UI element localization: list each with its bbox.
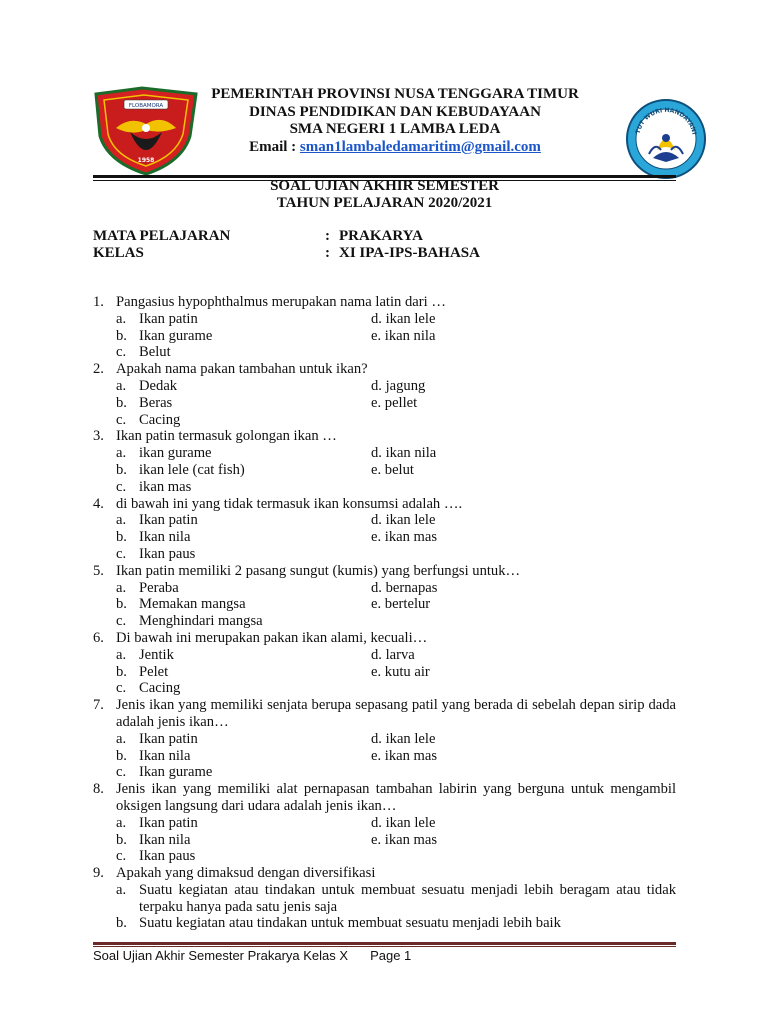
option-text: Ikan patin — [139, 512, 198, 529]
option-row — [116, 529, 676, 546]
question-text: Ikan patin termasuk golongan ikan … — [116, 428, 337, 445]
option-row — [116, 311, 676, 328]
option-right: e. bertelur — [371, 596, 431, 613]
exam-title — [93, 178, 676, 212]
option-left — [116, 311, 371, 328]
option-row — [116, 412, 676, 429]
question-stem — [93, 781, 676, 815]
option-left — [116, 462, 371, 479]
option-letter: b. — [116, 915, 127, 932]
question-stem — [93, 294, 676, 311]
option-letter: a. — [116, 445, 127, 462]
option-letter: b. — [116, 663, 127, 680]
option-row — [116, 764, 676, 781]
option-left — [116, 395, 371, 412]
option-letter: b. — [116, 596, 127, 613]
question-item — [93, 865, 676, 932]
option-letter: a. — [116, 814, 127, 831]
answer-options — [116, 378, 676, 428]
option-letter: b. — [116, 747, 127, 764]
answer-options — [116, 580, 676, 630]
option-left — [116, 647, 371, 664]
option-row — [116, 832, 676, 849]
option-row — [116, 445, 676, 462]
option-left — [116, 445, 371, 462]
question-stem — [93, 697, 676, 731]
question-text: Di bawah ini merupakan pakan ikan alami, kecuali… — [116, 629, 428, 646]
answer-options — [116, 647, 676, 697]
option-letter: c. — [116, 411, 127, 428]
question-number: 4. — [93, 495, 104, 512]
option-letter: a. — [116, 512, 127, 529]
option-left — [116, 613, 371, 630]
option-left — [116, 328, 371, 345]
option-right: d. bernapas — [371, 579, 438, 596]
option-row — [116, 647, 676, 664]
option-left — [116, 479, 371, 496]
option-right: e. belut — [371, 461, 414, 478]
emblem-banner-text: FLOBAMORA — [128, 103, 164, 109]
answer-options — [116, 731, 676, 781]
page-footer — [93, 948, 411, 964]
option-letter: b. — [116, 327, 127, 344]
option-right: d. ikan lele — [371, 730, 436, 747]
option-text: Suatu kegiatan atau tindakan untuk membuat sesuatu menjadi lebih baik — [139, 915, 561, 932]
option-left — [116, 764, 371, 781]
option-text: Ikan gurame — [139, 327, 213, 344]
meta-label: KELAS — [93, 245, 144, 261]
option-letter: c. — [116, 478, 127, 495]
question-item — [93, 294, 676, 361]
option-letter: b. — [116, 394, 127, 411]
question-number: 7. — [93, 697, 104, 714]
option-left — [116, 731, 371, 748]
option-left — [116, 848, 371, 865]
option-row — [116, 731, 676, 748]
option-text: Pelet — [139, 663, 169, 680]
option-right: d. ikan lele — [371, 512, 436, 529]
letterhead-email-line — [160, 139, 630, 157]
meta-value: PRAKARYA — [339, 228, 423, 244]
option-row — [116, 546, 676, 563]
option-right: d. ikan lele — [371, 814, 436, 831]
meta-colon: : — [325, 245, 330, 261]
question-list — [93, 294, 676, 932]
question-text: di bawah ini yang tidak termasuk ikan konsumsi adalah …. — [116, 495, 463, 512]
question-stem — [93, 361, 676, 378]
option-right: d. ikan lele — [371, 310, 436, 327]
option-right: e. pellet — [371, 394, 418, 411]
option-text: Dedak — [139, 377, 178, 394]
question-stem — [93, 865, 676, 882]
option-left — [116, 378, 371, 395]
option-left — [116, 512, 371, 529]
option-left — [116, 596, 371, 613]
question-number: 6. — [93, 629, 104, 646]
option-letter: b. — [116, 831, 127, 848]
answer-options — [116, 882, 676, 932]
option-row — [116, 613, 676, 630]
option-left — [116, 344, 371, 361]
option-left — [116, 748, 371, 765]
option-row — [116, 378, 676, 395]
tut-wuri-handayani-emblem-icon — [625, 98, 707, 180]
question-number: 5. — [93, 562, 104, 579]
option-text: ikan mas — [139, 478, 192, 495]
footer-divider-thick — [93, 942, 676, 945]
option-right: e. kutu air — [371, 663, 430, 680]
option-row-long — [116, 882, 676, 916]
answer-options — [116, 311, 676, 361]
option-row-long — [116, 915, 676, 932]
exam-title-line-1: SOAL UJIAN AKHIR SEMESTER — [270, 178, 499, 194]
footer-text: Soal Ujian Akhir Semester Prakarya Kelas X — [93, 948, 349, 963]
option-right: d. jagung — [371, 377, 426, 394]
option-letter: a. — [116, 881, 127, 898]
option-letter: a. — [116, 377, 127, 394]
option-text: Peraba — [139, 579, 179, 596]
option-right: d. ikan nila — [371, 445, 437, 462]
question-text: Jenis ikan yang memiliki senjata berupa sepasang patil yang berada di sebelah depan sirip dada adalah jenis ikan… — [116, 697, 676, 730]
option-text: ikan gurame — [139, 445, 212, 462]
meta-colon: : — [325, 228, 330, 244]
option-text: Memakan mangsa — [139, 596, 246, 613]
option-row — [116, 748, 676, 765]
question-item — [93, 781, 676, 865]
option-row — [116, 462, 676, 479]
option-row — [116, 680, 676, 697]
letterhead-text — [160, 86, 630, 156]
question-stem — [93, 630, 676, 647]
option-left — [116, 832, 371, 849]
email-link[interactable]: sman1lambaledamaritim@gmail.com — [299, 138, 541, 155]
option-left — [116, 412, 371, 429]
answer-options — [116, 512, 676, 562]
option-text: Belut — [139, 344, 171, 361]
option-text: Jentik — [139, 646, 174, 663]
answer-options — [116, 445, 676, 495]
option-row — [116, 395, 676, 412]
option-text: Suatu kegiatan atau tindakan untuk membuat sesuatu menjadi lebih beragam atau tidak terpaku hanya pada satu jenis saja — [139, 881, 676, 915]
emblem-year-text: 1958 — [137, 157, 155, 164]
question-text: Apakah nama pakan tambahan untuk ikan? — [116, 361, 368, 378]
option-letter: b. — [116, 529, 127, 546]
emblem-motto-text: TUT WURI HANDAYANI — [634, 106, 698, 136]
meta-row-class — [93, 245, 480, 262]
question-number: 9. — [93, 865, 104, 882]
option-left — [116, 815, 371, 832]
option-letter: c. — [116, 344, 127, 361]
option-text: Ikan patin — [139, 730, 198, 747]
option-text: ikan lele (cat fish) — [139, 461, 245, 478]
question-stem — [93, 563, 676, 580]
option-right: e. ikan mas — [371, 831, 438, 848]
option-row — [116, 596, 676, 613]
letterhead — [90, 84, 698, 174]
question-stem — [93, 496, 676, 513]
email-label: Email : — [249, 138, 297, 155]
question-item — [93, 496, 676, 563]
option-row — [116, 664, 676, 681]
question-stem — [93, 428, 676, 445]
question-item — [93, 630, 676, 697]
option-left — [116, 664, 371, 681]
option-text: Ikan paus — [139, 848, 196, 865]
question-number: 3. — [93, 428, 104, 445]
letterhead-line-3: SMA NEGERI 1 LAMBA LEDA — [289, 121, 501, 137]
option-letter: a. — [116, 646, 127, 663]
option-letter: c. — [116, 613, 127, 630]
question-item — [93, 361, 676, 428]
option-text: Ikan patin — [139, 310, 198, 327]
option-left — [116, 580, 371, 597]
option-right: e. ikan mas — [371, 529, 438, 546]
option-text: Cacing — [139, 680, 181, 697]
meta-label: MATA PELAJARAN — [93, 228, 231, 244]
option-letter: a. — [116, 579, 127, 596]
question-number: 1. — [93, 294, 104, 310]
option-right: d. larva — [371, 646, 415, 663]
option-text: Ikan patin — [139, 814, 198, 831]
option-row — [116, 848, 676, 865]
option-left — [116, 546, 371, 563]
question-text: Pangasius hypophthalmus merupakan nama latin dari … — [116, 294, 446, 310]
letterhead-line-1: PEMERINTAH PROVINSI NUSA TENGGARA TIMUR — [211, 86, 579, 102]
question-text: Jenis ikan yang memiliki alat pernapasan tambahan labirin yang berguna untuk mengambil oksigen langsung dari udara adalah jenis ikan… — [116, 781, 676, 814]
page-number: Page 1 — [370, 948, 412, 963]
letterhead-line-2: DINAS PENDIDIKAN DAN KEBUDAYAAN — [249, 103, 541, 120]
option-letter: c. — [116, 764, 127, 781]
option-text: Ikan nila — [139, 747, 191, 764]
option-text: Ikan nila — [139, 529, 191, 546]
meta-row-subject — [93, 228, 480, 245]
option-letter: c. — [116, 848, 127, 865]
option-letter: a. — [116, 730, 127, 747]
option-right: e. ikan mas — [371, 747, 438, 764]
question-text: Ikan patin memiliki 2 pasang sungut (kumis) yang berfungsi untuk… — [116, 562, 521, 579]
option-row — [116, 344, 676, 361]
question-item — [93, 563, 676, 630]
meta-value: XI IPA-IPS-BAHASA — [339, 245, 480, 261]
question-number: 2. — [93, 361, 104, 378]
answer-options — [116, 815, 676, 865]
option-text: Ikan paus — [139, 545, 196, 562]
footer-divider-thin — [93, 946, 676, 947]
exam-meta — [93, 228, 480, 262]
option-letter: b. — [116, 461, 127, 478]
option-row — [116, 815, 676, 832]
option-letter: c. — [116, 545, 127, 562]
option-text: Beras — [139, 394, 173, 411]
option-letter: a. — [116, 310, 127, 327]
question-item — [93, 697, 676, 781]
option-left — [116, 529, 371, 546]
option-left — [116, 680, 371, 697]
option-row — [116, 580, 676, 597]
option-text: Cacing — [139, 411, 181, 428]
option-text: Menghindari mangsa — [139, 613, 263, 630]
option-letter: c. — [116, 680, 127, 697]
question-item — [93, 428, 676, 495]
option-row — [116, 479, 676, 496]
question-text: Apakah yang dimaksud dengan diversifikasi — [116, 865, 376, 882]
option-row — [116, 328, 676, 345]
question-number: 8. — [93, 781, 104, 798]
option-text: Ikan gurame — [139, 764, 213, 781]
option-text: Ikan nila — [139, 831, 191, 848]
option-row — [116, 512, 676, 529]
exam-title-line-2: TAHUN PELAJARAN 2020/2021 — [276, 195, 493, 211]
option-right: e. ikan nila — [371, 327, 436, 344]
